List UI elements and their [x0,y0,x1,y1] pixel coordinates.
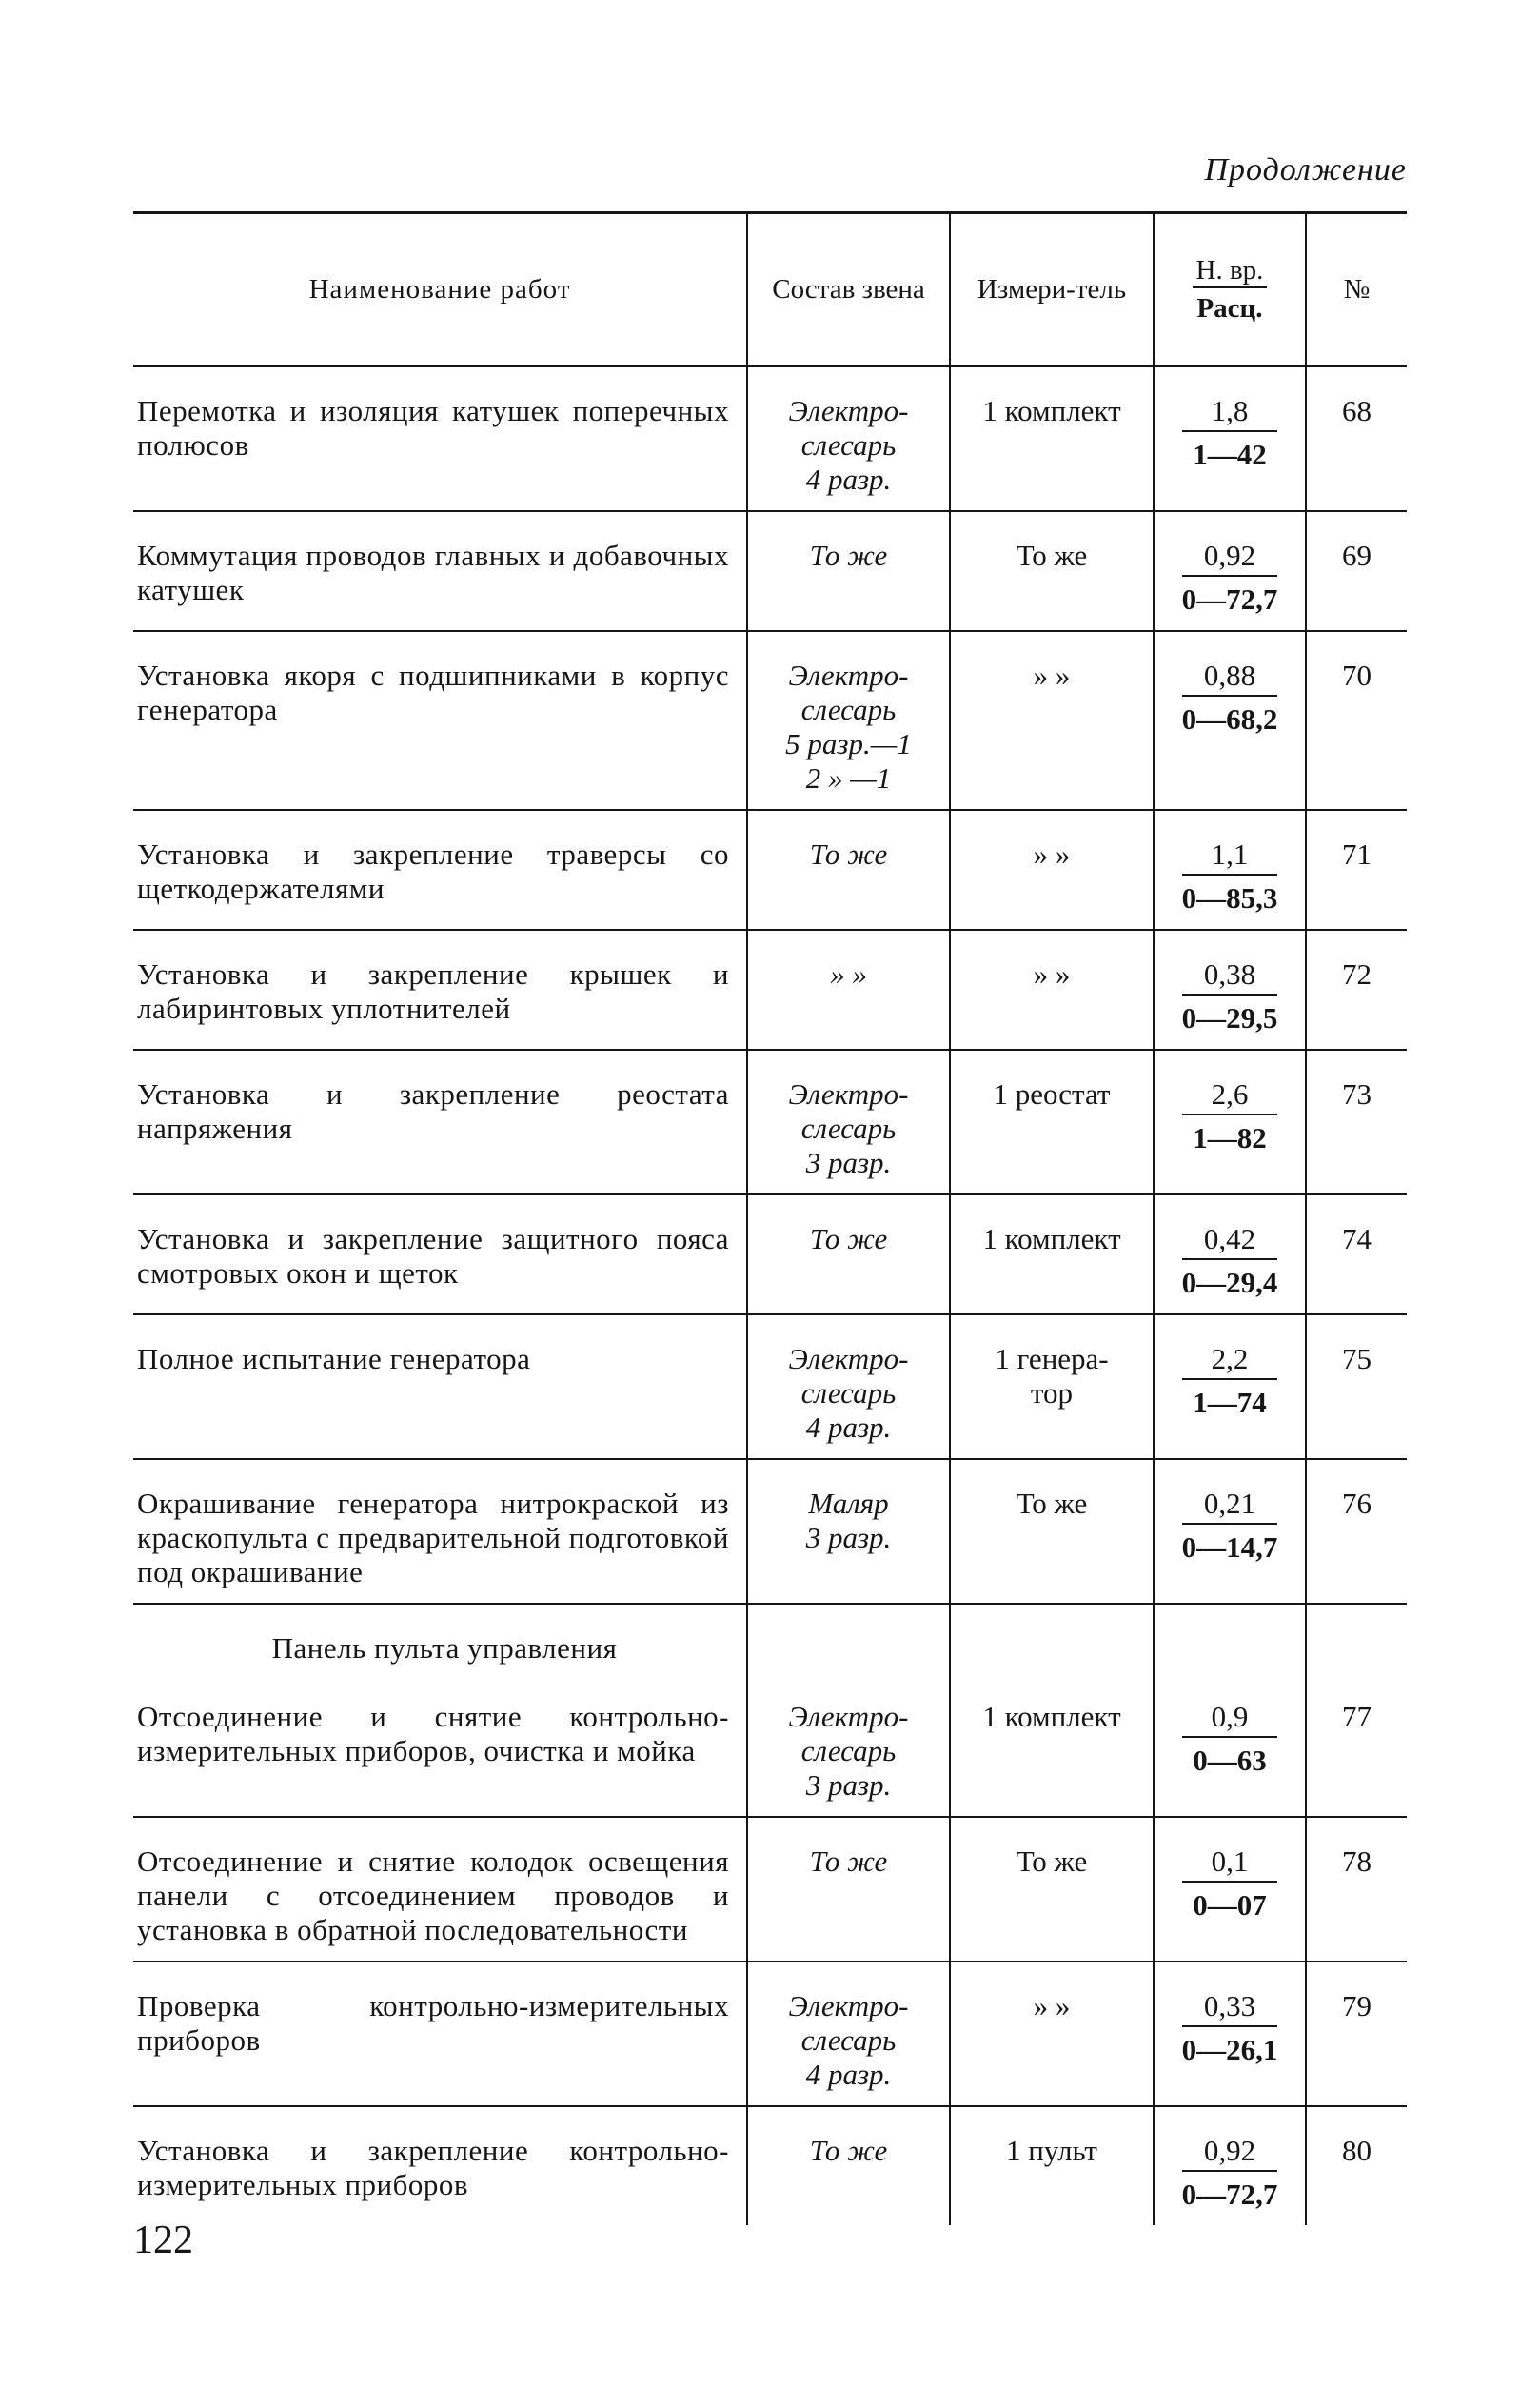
crew-composition: Электро- слесарь 3 разр. [747,1050,950,1194]
table-body [133,366,1407,2226]
crew-composition: То же [747,511,950,631]
rate-value: 0—29,5 [1181,1001,1278,1035]
row-number: 78 [1306,1817,1407,1962]
rate-value: 0—63 [1193,1744,1267,1777]
time-rate-cell [1154,1604,1306,1817]
measure-unit: 1 комплект [950,366,1154,512]
work-name-cell [133,1817,747,1962]
work-name-cell [133,1604,747,1817]
header-rate-bottom: Расц. [1196,293,1263,324]
crew-composition: Электро- слесарь 4 разр. [747,366,950,512]
row-number: 68 [1306,366,1407,512]
row-number: 79 [1306,1962,1407,2106]
crew-composition: » » [747,930,950,1050]
row-number: 76 [1306,1459,1407,1604]
work-name-cell [133,1459,747,1604]
row-number: 77 [1306,1604,1407,1817]
measure-unit: 1 реостат [950,1050,1154,1194]
work-name-cell [133,1314,747,1459]
norm-time: 0,92 [1182,539,1277,577]
time-rate-cell [1154,1459,1306,1604]
crew-composition: То же [747,1194,950,1314]
crew-composition: Электро- слесарь 4 разр. [747,1314,950,1459]
rate-value: 1—82 [1193,1121,1267,1154]
measure-unit: 1 генера- тор [950,1314,1154,1459]
crew-composition: Электро- слесарь 4 разр. [747,1962,950,2106]
table-row [133,1459,1407,1604]
rate-value: 0—07 [1193,1888,1267,1922]
time-rate-cell [1154,366,1306,512]
rate-value: 0—72,7 [1181,582,1278,616]
work-name: Окрашивание генератора нитрокраской из краскопульта с предварительной подготовкой под окрашивание [137,1487,729,1588]
work-name-cell [133,1962,747,2106]
measure-unit: То же [950,1459,1154,1604]
work-name-cell [133,631,747,810]
table-row [133,1604,1407,1817]
time-rate-cell [1154,2106,1306,2225]
time-rate-cell [1154,1314,1306,1459]
header-unit: Измери-тель [950,213,1154,366]
table-row [133,511,1407,631]
norm-time: 0,21 [1182,1487,1277,1525]
header-number: № [1306,213,1407,366]
time-rate-cell [1154,930,1306,1050]
rate-value: 0—85,3 [1181,881,1278,915]
page-number: 122 [133,2219,193,2262]
row-number: 69 [1306,511,1407,631]
time-rate-cell [1154,1817,1306,1962]
work-name: Установка и закрепление контрольно-измерительных приборов [137,2134,729,2201]
table-row [133,810,1407,930]
rate-value: 1—42 [1193,438,1267,471]
table-row [133,1194,1407,1314]
continuation-label: Продолжение [1204,152,1407,187]
norm-time: 0,33 [1182,1989,1277,2027]
measure-unit: То же [950,511,1154,631]
rate-value: 0—72,7 [1181,2178,1278,2211]
row-number: 70 [1306,631,1407,810]
rate-value: 0—68,2 [1181,702,1278,736]
table-row [133,1962,1407,2106]
crew-composition: Электро- слесарь 3 разр. [747,1604,950,1817]
work-name: Отсоединение и снятие колодок освещения панели с отсоединением проводов и установка в обратной последовательности [137,1844,729,1946]
work-name: Полное испытание генератора [137,1342,531,1375]
measure-unit: 1 комплект [950,1194,1154,1314]
work-name: Проверка контрольно-измерительных приборов [137,1989,729,2057]
time-rate-cell [1154,810,1306,930]
norms-table [133,211,1407,2225]
header-norm-time: Н. вр. [1193,254,1268,288]
work-name: Установка и закрепление траверсы со щеткодержателями [137,838,729,905]
time-rate-cell [1154,631,1306,810]
crew-composition: То же [747,1817,950,1962]
row-number: 80 [1306,2106,1407,2225]
crew-composition: То же [747,810,950,930]
norm-time: 0,1 [1182,1844,1277,1883]
norm-time: 0,88 [1182,659,1277,697]
work-name: Установка и закрепление реостата напряжения [137,1077,729,1145]
norm-time: 0,38 [1182,957,1277,996]
rate-value: 0—29,4 [1181,1266,1278,1299]
measure-unit: » » [950,631,1154,810]
measure-unit: То же [950,1817,1154,1962]
measure-unit: 1 пульт [950,2106,1154,2225]
table-row [133,631,1407,810]
crew-composition: Электро- слесарь 5 разр.—1 2 » —1 [747,631,950,810]
work-name: Установка и закрепление крышек и лабиринтовых уплотнителей [137,957,729,1025]
table-row [133,366,1407,512]
rate-value: 1—74 [1193,1386,1267,1419]
table-row [133,1050,1407,1194]
table-row [133,930,1407,1050]
work-name-cell [133,1194,747,1314]
measure-unit: 1 комплект [950,1604,1154,1817]
header-name: Наименование работ [133,213,747,366]
measure-unit: » » [950,1962,1154,2106]
work-name: Коммутация проводов главных и добавочных катушек [137,539,729,606]
work-name-cell [133,810,747,930]
time-rate-cell [1154,1962,1306,2106]
rate-value: 0—26,1 [1181,2033,1278,2066]
work-name: Установка и закрепление защитного пояса смотровых окон и щеток [137,1222,729,1290]
measure-unit: » » [950,930,1154,1050]
work-name: Перемотка и изоляция катушек поперечных полюсов [137,394,729,462]
work-name: Отсоединение и снятие контрольно-измерительных приборов, очистка и мойка [137,1700,729,1767]
crew-composition: То же [747,2106,950,2225]
table-row [133,1817,1407,1962]
time-rate-cell [1154,1194,1306,1314]
header-crew: Состав звена [747,213,950,366]
norm-time: 1,8 [1182,394,1277,432]
norm-time: 1,1 [1182,838,1277,876]
time-rate-cell [1154,1050,1306,1194]
work-name-cell [133,1050,747,1194]
work-name-cell [133,2106,747,2225]
header-rate [1154,213,1306,366]
work-name: Установка якоря с подшипниками в корпус генератора [137,659,729,726]
table-row [133,2106,1407,2225]
work-name-cell [133,366,747,512]
crew-composition: Маляр 3 разр. [747,1459,950,1604]
norm-time: 2,2 [1182,1342,1277,1380]
row-number: 73 [1306,1050,1407,1194]
norm-time: 0,9 [1182,1700,1277,1738]
row-number: 71 [1306,810,1407,930]
row-number: 72 [1306,930,1407,1050]
norm-time: 0,42 [1182,1222,1277,1260]
table-header [133,213,1407,366]
measure-unit: » » [950,810,1154,930]
time-rate-cell [1154,511,1306,631]
section-title: Панель пульта управления [271,1631,618,1665]
table-row [133,1314,1407,1459]
norm-time: 0,92 [1182,2134,1277,2172]
work-name-cell [133,511,747,631]
work-name-cell [133,930,747,1050]
row-number: 74 [1306,1194,1407,1314]
norm-time: 2,6 [1182,1077,1277,1115]
row-number: 75 [1306,1314,1407,1459]
rate-value: 0—14,7 [1181,1530,1278,1564]
